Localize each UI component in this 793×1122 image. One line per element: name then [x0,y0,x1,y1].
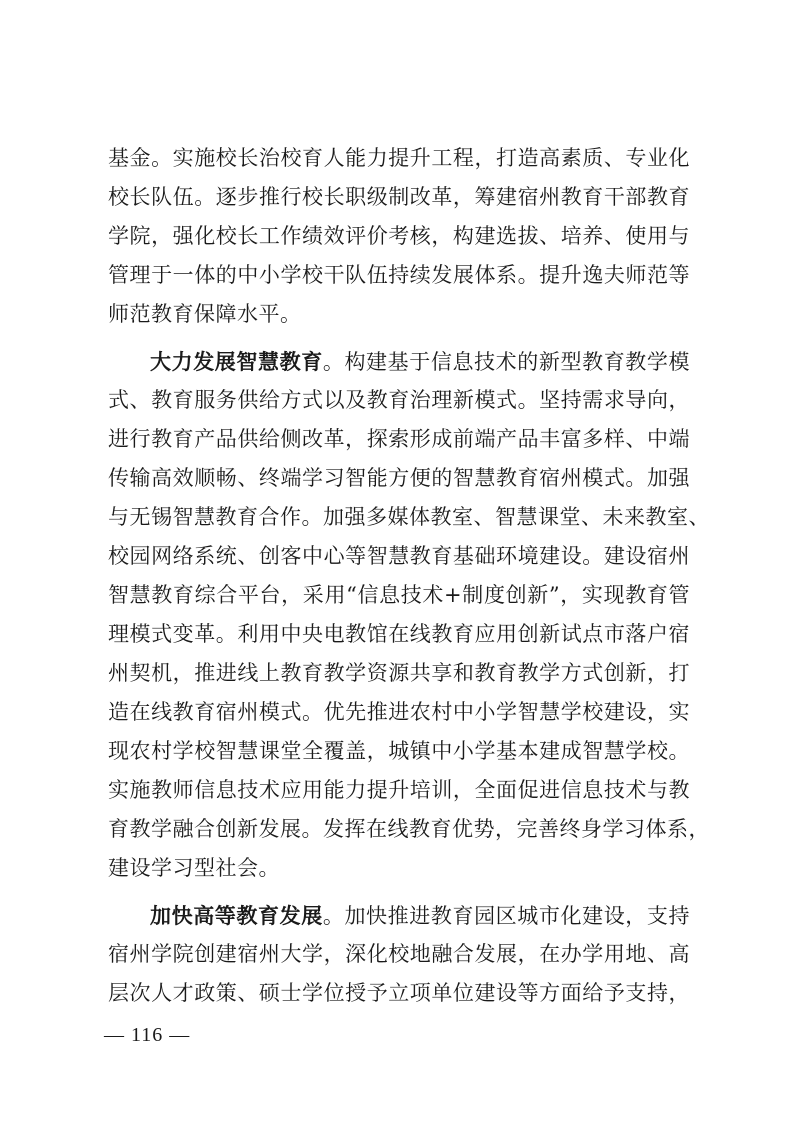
text-line: 与无锡智慧教育合作。加强多媒体教室、智慧课堂、未来教室、 [108,505,710,529]
document-body [108,139,710,1013]
text-line: 校园网络系统、创客中心等智慧教育基础环境建设。建设宿州 [108,544,690,568]
text-line: 实施教师信息技术应用能力提升培训，全面促进信息技术与教 [108,778,690,802]
paragraph-higher-education [108,896,690,1013]
text-line: 宿州学院创建宿州大学，深化校地融合发展，在办学用地、高 [108,942,690,966]
text-line: 现农村学校智慧课堂全覆盖，城镇中小学基本建成智慧学校。 [108,739,690,763]
text-line: 师范教育保障水平。 [108,302,302,326]
text-line: 层次人才政策、硕士学位授予立项单位建设等方面给予支持， [108,981,690,1005]
text-line: 传输高效顺畅、终端学习智能方便的智慧教育宿州模式。加强 [108,466,690,490]
text-line: 州契机，推进线上教育教学资源共享和教育教学方式创新，打 [108,661,690,685]
text-line: 育教学融合创新发展。发挥在线教育优势，完善终身学习体系， [108,817,710,841]
text-line: 式、教育服务供给方式以及教育治理新模式。坚持需求导向， [108,388,690,412]
text-fragment: 。加快推进教育园区城市化建设，支持 [322,904,691,928]
paragraph-principal-team [108,139,690,334]
section-heading: 加快高等教育发展 [150,903,323,928]
text-line: 造在线教育宿州模式。优先推进农村中小学智慧学校建设，实 [108,700,690,724]
text-line: 进行教育产品供给侧改革，探索形成前端产品丰富多样、中端 [108,427,690,451]
section-heading: 大力发展智慧教育 [150,349,323,374]
page-number: — 116 — [104,1024,191,1046]
text-line: 校长队伍。逐步推行校长职级制改革，筹建宿州教育干部教育 [108,185,690,209]
text-line: 管理于一体的中小学校干队伍持续发展体系。提升逸夫师范等 [108,263,690,287]
text-line: 学院，强化校长工作绩效评价考核，构建选拔、培养、使用与 [108,224,690,248]
text-line [108,896,690,935]
paragraph-smart-education [108,342,710,888]
text-line: 智慧教育综合平台，采用“信息技术+制度创新”，实现教育管 [108,583,690,607]
text-fragment: 。构建基于信息技术的新型教育教学模 [322,350,691,374]
text-line: 理模式变革。利用中央电教馆在线教育应用创新试点市落户宿 [108,622,690,646]
text-line [108,342,690,381]
text-line: 基金。实施校长治校育人能力提升工程，打造高素质、专业化 [108,146,690,170]
text-line: 建设学习型社会。 [108,856,280,880]
